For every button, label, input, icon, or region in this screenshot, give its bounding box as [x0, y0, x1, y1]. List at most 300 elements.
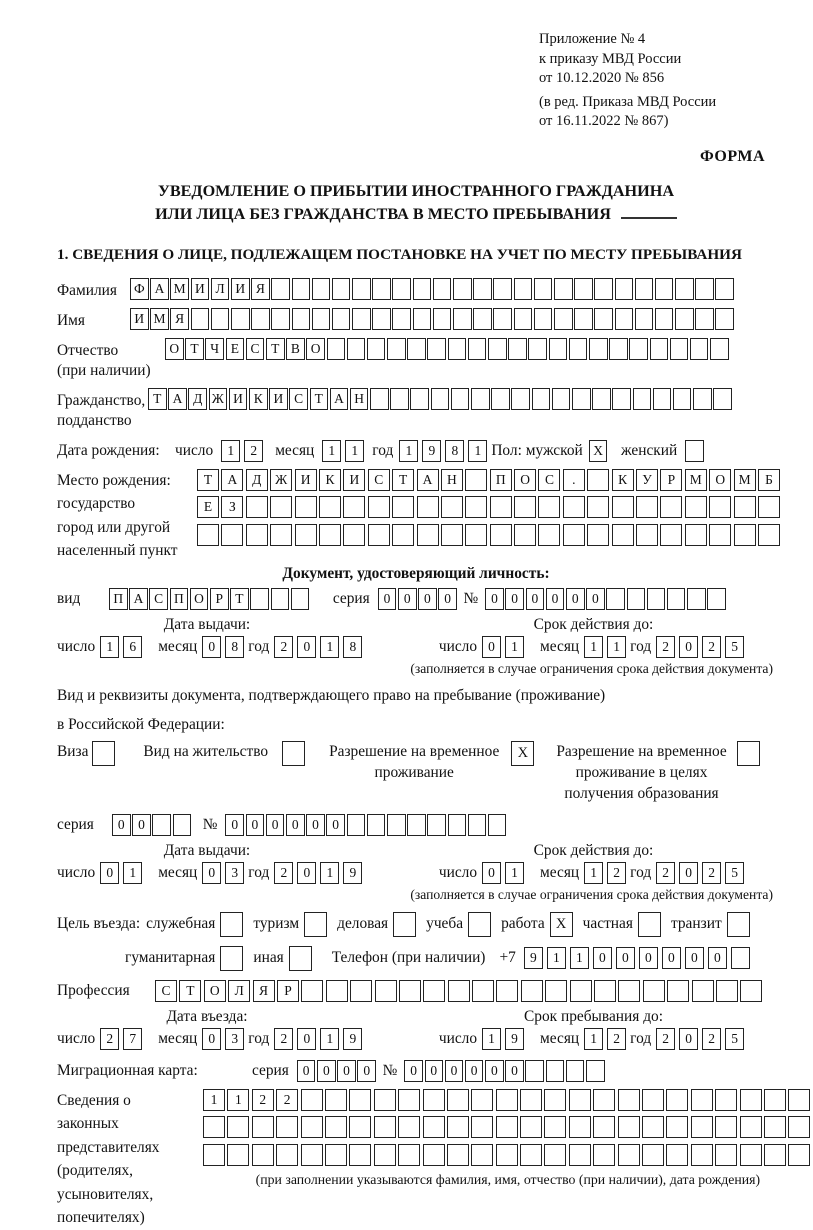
char-cell[interactable]: [660, 524, 682, 546]
char-cell[interactable]: [350, 980, 372, 1002]
char-cell[interactable]: [295, 524, 317, 546]
char-cell[interactable]: [471, 1116, 493, 1138]
char-cell[interactable]: [203, 1116, 225, 1138]
char-cell[interactable]: [472, 980, 494, 1002]
char-cell[interactable]: [566, 1060, 585, 1082]
char-cell[interactable]: [343, 524, 365, 546]
char-cell[interactable]: 0: [482, 862, 501, 884]
char-cell[interactable]: О: [165, 338, 184, 360]
char-cell[interactable]: О: [204, 980, 226, 1002]
char-cell[interactable]: Т: [230, 588, 249, 610]
char-cell[interactable]: [538, 496, 560, 518]
char-cell[interactable]: [653, 388, 672, 410]
char-cell[interactable]: [554, 278, 573, 300]
char-cell[interactable]: Д: [246, 469, 268, 491]
char-cell[interactable]: А: [129, 588, 148, 610]
char-cell[interactable]: [594, 278, 613, 300]
char-cell[interactable]: Т: [197, 469, 219, 491]
char-cell[interactable]: К: [319, 469, 341, 491]
char-cell[interactable]: [618, 1144, 640, 1166]
char-cell[interactable]: А: [330, 388, 349, 410]
study-checkbox[interactable]: [468, 912, 491, 937]
char-cell[interactable]: [695, 308, 714, 330]
char-cell[interactable]: Р: [210, 588, 229, 610]
char-cell[interactable]: [731, 947, 750, 969]
char-cell[interactable]: Е: [226, 338, 245, 360]
char-cell[interactable]: [447, 1116, 469, 1138]
char-cell[interactable]: [687, 588, 706, 610]
char-cell[interactable]: [587, 524, 609, 546]
char-cell[interactable]: [252, 1116, 274, 1138]
char-cell[interactable]: О: [514, 469, 536, 491]
char-cell[interactable]: М: [734, 469, 756, 491]
char-cell[interactable]: [627, 588, 646, 610]
char-cell[interactable]: 0: [425, 1060, 444, 1082]
char-cell[interactable]: [347, 338, 366, 360]
char-cell[interactable]: [468, 338, 487, 360]
char-cell[interactable]: 0: [418, 588, 437, 610]
char-cell[interactable]: [368, 524, 390, 546]
char-cell[interactable]: [491, 388, 510, 410]
char-cell[interactable]: 0: [297, 862, 316, 884]
char-cell[interactable]: [511, 388, 530, 410]
char-cell[interactable]: [465, 524, 487, 546]
char-cell[interactable]: Т: [266, 338, 285, 360]
char-cell[interactable]: 9: [422, 440, 441, 462]
char-cell[interactable]: [325, 1144, 347, 1166]
char-cell[interactable]: [368, 496, 390, 518]
char-cell[interactable]: [740, 1144, 762, 1166]
char-cell[interactable]: [451, 388, 470, 410]
char-cell[interactable]: 8: [343, 636, 362, 658]
char-cell[interactable]: З: [221, 496, 243, 518]
char-cell[interactable]: 3: [225, 1028, 244, 1050]
char-cell[interactable]: [301, 1144, 323, 1166]
char-cell[interactable]: [292, 308, 311, 330]
char-cell[interactable]: [387, 338, 406, 360]
char-cell[interactable]: 2: [244, 440, 263, 462]
char-cell[interactable]: 1: [584, 862, 603, 884]
char-cell[interactable]: [374, 1144, 396, 1166]
char-cell[interactable]: .: [563, 469, 585, 491]
char-cell[interactable]: [514, 308, 533, 330]
char-cell[interactable]: [191, 308, 210, 330]
char-cell[interactable]: [673, 388, 692, 410]
char-cell[interactable]: [693, 388, 712, 410]
char-cell[interactable]: [490, 524, 512, 546]
char-cell[interactable]: [569, 1116, 591, 1138]
char-cell[interactable]: [319, 496, 341, 518]
char-cell[interactable]: 2: [702, 1028, 721, 1050]
char-cell[interactable]: [496, 1116, 518, 1138]
char-cell[interactable]: [587, 469, 609, 491]
char-cell[interactable]: [675, 278, 694, 300]
char-cell[interactable]: [423, 980, 445, 1002]
char-cell[interactable]: [246, 524, 268, 546]
char-cell[interactable]: [615, 308, 634, 330]
char-cell[interactable]: [417, 524, 439, 546]
char-cell[interactable]: [635, 308, 654, 330]
char-cell[interactable]: 0: [297, 636, 316, 658]
char-cell[interactable]: П: [109, 588, 128, 610]
char-cell[interactable]: К: [249, 388, 268, 410]
char-cell[interactable]: 0: [438, 588, 457, 610]
char-cell[interactable]: [788, 1144, 810, 1166]
char-cell[interactable]: [635, 278, 654, 300]
char-cell[interactable]: [594, 308, 613, 330]
char-cell[interactable]: Н: [350, 388, 369, 410]
char-cell[interactable]: [569, 1089, 591, 1111]
char-cell[interactable]: [618, 1089, 640, 1111]
char-cell[interactable]: 5: [725, 862, 744, 884]
char-cell[interactable]: [514, 496, 536, 518]
char-cell[interactable]: [593, 1116, 615, 1138]
char-cell[interactable]: М: [685, 469, 707, 491]
char-cell[interactable]: 1: [203, 1089, 225, 1111]
char-cell[interactable]: [642, 1116, 664, 1138]
char-cell[interactable]: 0: [593, 947, 612, 969]
work-checkbox[interactable]: X: [550, 912, 573, 937]
char-cell[interactable]: 2: [656, 636, 675, 658]
char-cell[interactable]: 0: [546, 588, 565, 610]
char-cell[interactable]: [544, 1144, 566, 1166]
char-cell[interactable]: [691, 1089, 713, 1111]
char-cell[interactable]: Т: [148, 388, 167, 410]
char-cell[interactable]: [532, 388, 551, 410]
char-cell[interactable]: Я: [251, 278, 270, 300]
char-cell[interactable]: [496, 1144, 518, 1166]
char-cell[interactable]: [312, 278, 331, 300]
char-cell[interactable]: [433, 278, 452, 300]
char-cell[interactable]: [586, 1060, 605, 1082]
char-cell[interactable]: М: [150, 308, 169, 330]
char-cell[interactable]: 0: [132, 814, 151, 836]
char-cell[interactable]: [642, 1089, 664, 1111]
char-cell[interactable]: [398, 1116, 420, 1138]
humanitarian-checkbox[interactable]: [220, 946, 243, 971]
char-cell[interactable]: [490, 496, 512, 518]
char-cell[interactable]: [374, 1089, 396, 1111]
char-cell[interactable]: А: [168, 388, 187, 410]
char-cell[interactable]: 9: [505, 1028, 524, 1050]
char-cell[interactable]: [488, 814, 507, 836]
char-cell[interactable]: И: [269, 388, 288, 410]
char-cell[interactable]: 9: [524, 947, 543, 969]
char-cell[interactable]: И: [231, 278, 250, 300]
char-cell[interactable]: [211, 308, 230, 330]
char-cell[interactable]: [387, 814, 406, 836]
char-cell[interactable]: [715, 308, 734, 330]
char-cell[interactable]: [593, 1144, 615, 1166]
char-cell[interactable]: И: [295, 469, 317, 491]
char-cell[interactable]: [636, 496, 658, 518]
char-cell[interactable]: [347, 814, 366, 836]
char-cell[interactable]: 0: [357, 1060, 376, 1082]
char-cell[interactable]: [514, 524, 536, 546]
char-cell[interactable]: [352, 278, 371, 300]
char-cell[interactable]: [685, 440, 704, 462]
char-cell[interactable]: 0: [679, 862, 698, 884]
char-cell[interactable]: [685, 524, 707, 546]
char-cell[interactable]: [471, 388, 490, 410]
char-cell[interactable]: [554, 308, 573, 330]
char-cell[interactable]: У: [636, 469, 658, 491]
char-cell[interactable]: [574, 278, 593, 300]
char-cell[interactable]: [758, 524, 780, 546]
char-cell[interactable]: [398, 1089, 420, 1111]
visa-checkbox[interactable]: [92, 741, 115, 766]
char-cell[interactable]: Л: [211, 278, 230, 300]
char-cell[interactable]: [447, 1089, 469, 1111]
char-cell[interactable]: М: [170, 278, 189, 300]
char-cell[interactable]: [629, 338, 648, 360]
char-cell[interactable]: [271, 308, 290, 330]
char-cell[interactable]: И: [229, 388, 248, 410]
char-cell[interactable]: 2: [607, 1028, 626, 1050]
char-cell[interactable]: [441, 524, 463, 546]
char-cell[interactable]: X: [589, 440, 608, 462]
char-cell[interactable]: А: [221, 469, 243, 491]
char-cell[interactable]: 0: [679, 636, 698, 658]
char-cell[interactable]: 1: [547, 947, 566, 969]
char-cell[interactable]: С: [368, 469, 390, 491]
char-cell[interactable]: [647, 588, 666, 610]
char-cell[interactable]: 0: [306, 814, 325, 836]
char-cell[interactable]: [423, 1089, 445, 1111]
char-cell[interactable]: [549, 338, 568, 360]
char-cell[interactable]: [734, 496, 756, 518]
char-cell[interactable]: 0: [616, 947, 635, 969]
char-cell[interactable]: [252, 1144, 274, 1166]
char-cell[interactable]: [367, 814, 386, 836]
char-cell[interactable]: 1: [607, 636, 626, 658]
char-cell[interactable]: 1: [468, 440, 487, 462]
char-cell[interactable]: 1: [584, 1028, 603, 1050]
char-cell[interactable]: 0: [482, 636, 501, 658]
char-cell[interactable]: [392, 278, 411, 300]
char-cell[interactable]: 0: [685, 947, 704, 969]
char-cell[interactable]: [251, 308, 270, 330]
char-cell[interactable]: [667, 980, 689, 1002]
char-cell[interactable]: 0: [566, 588, 585, 610]
char-cell[interactable]: [592, 388, 611, 410]
char-cell[interactable]: Н: [441, 469, 463, 491]
char-cell[interactable]: [441, 496, 463, 518]
char-cell[interactable]: 0: [202, 862, 221, 884]
char-cell[interactable]: [707, 588, 726, 610]
char-cell[interactable]: [301, 1116, 323, 1138]
char-cell[interactable]: [327, 338, 346, 360]
char-cell[interactable]: [197, 524, 219, 546]
char-cell[interactable]: 1: [322, 440, 341, 462]
char-cell[interactable]: [423, 1116, 445, 1138]
char-cell[interactable]: Ч: [205, 338, 224, 360]
char-cell[interactable]: [221, 524, 243, 546]
char-cell[interactable]: [312, 308, 331, 330]
char-cell[interactable]: [471, 1089, 493, 1111]
char-cell[interactable]: 0: [202, 636, 221, 658]
transit-checkbox[interactable]: [727, 912, 750, 937]
char-cell[interactable]: Я: [253, 980, 275, 1002]
char-cell[interactable]: [612, 388, 631, 410]
char-cell[interactable]: 1: [584, 636, 603, 658]
char-cell[interactable]: 9: [343, 862, 362, 884]
char-cell[interactable]: [370, 388, 389, 410]
char-cell[interactable]: [520, 1144, 542, 1166]
char-cell[interactable]: [660, 496, 682, 518]
char-cell[interactable]: [587, 496, 609, 518]
char-cell[interactable]: [325, 1116, 347, 1138]
char-cell[interactable]: [570, 980, 592, 1002]
char-cell[interactable]: Т: [185, 338, 204, 360]
char-cell[interactable]: [709, 524, 731, 546]
char-cell[interactable]: [612, 496, 634, 518]
char-cell[interactable]: И: [130, 308, 149, 330]
char-cell[interactable]: [666, 1144, 688, 1166]
char-cell[interactable]: О: [190, 588, 209, 610]
char-cell[interactable]: [740, 1089, 762, 1111]
char-cell[interactable]: Р: [660, 469, 682, 491]
char-cell[interactable]: [740, 980, 762, 1002]
char-cell[interactable]: 0: [297, 1060, 316, 1082]
char-cell[interactable]: [633, 388, 652, 410]
char-cell[interactable]: [563, 496, 585, 518]
char-cell[interactable]: Е: [197, 496, 219, 518]
char-cell[interactable]: [465, 496, 487, 518]
char-cell[interactable]: [520, 1116, 542, 1138]
char-cell[interactable]: [715, 278, 734, 300]
char-cell[interactable]: [392, 308, 411, 330]
char-cell[interactable]: [734, 524, 756, 546]
char-cell[interactable]: 2: [607, 862, 626, 884]
char-cell[interactable]: 2: [702, 862, 721, 884]
char-cell[interactable]: [593, 1089, 615, 1111]
char-cell[interactable]: [367, 338, 386, 360]
char-cell[interactable]: 2: [252, 1089, 274, 1111]
char-cell[interactable]: С: [155, 980, 177, 1002]
char-cell[interactable]: [427, 814, 446, 836]
char-cell[interactable]: 1: [100, 636, 119, 658]
char-cell[interactable]: 9: [343, 1028, 362, 1050]
char-cell[interactable]: [618, 980, 640, 1002]
char-cell[interactable]: [410, 388, 429, 410]
char-cell[interactable]: [709, 496, 731, 518]
char-cell[interactable]: 8: [225, 636, 244, 658]
char-cell[interactable]: 0: [246, 814, 265, 836]
char-cell[interactable]: [319, 524, 341, 546]
char-cell[interactable]: [301, 1089, 323, 1111]
char-cell[interactable]: [270, 524, 292, 546]
char-cell[interactable]: [375, 980, 397, 1002]
char-cell[interactable]: [569, 1144, 591, 1166]
char-cell[interactable]: [427, 338, 446, 360]
char-cell[interactable]: С: [289, 388, 308, 410]
char-cell[interactable]: [271, 278, 290, 300]
char-cell[interactable]: 0: [337, 1060, 356, 1082]
char-cell[interactable]: [534, 308, 553, 330]
char-cell[interactable]: 0: [266, 814, 285, 836]
char-cell[interactable]: [514, 278, 533, 300]
business-checkbox[interactable]: [393, 912, 416, 937]
char-cell[interactable]: [407, 814, 426, 836]
char-cell[interactable]: [642, 1144, 664, 1166]
char-cell[interactable]: [392, 524, 414, 546]
char-cell[interactable]: [276, 1116, 298, 1138]
temp-permit-checkbox[interactable]: X: [511, 741, 534, 766]
char-cell[interactable]: 5: [725, 1028, 744, 1050]
char-cell[interactable]: 0: [485, 1060, 504, 1082]
char-cell[interactable]: [764, 1089, 786, 1111]
char-cell[interactable]: [670, 338, 689, 360]
char-cell[interactable]: 2: [656, 1028, 675, 1050]
char-cell[interactable]: [173, 814, 192, 836]
char-cell[interactable]: [589, 338, 608, 360]
char-cell[interactable]: 0: [708, 947, 727, 969]
char-cell[interactable]: [493, 278, 512, 300]
char-cell[interactable]: 1: [123, 862, 142, 884]
char-cell[interactable]: 0: [286, 814, 305, 836]
char-cell[interactable]: [740, 1116, 762, 1138]
char-cell[interactable]: [448, 338, 467, 360]
char-cell[interactable]: [399, 980, 421, 1002]
char-cell[interactable]: 0: [465, 1060, 484, 1082]
char-cell[interactable]: [545, 980, 567, 1002]
char-cell[interactable]: [423, 1144, 445, 1166]
char-cell[interactable]: [326, 980, 348, 1002]
char-cell[interactable]: [692, 980, 714, 1002]
char-cell[interactable]: [544, 1116, 566, 1138]
char-cell[interactable]: 0: [526, 588, 545, 610]
char-cell[interactable]: Ж: [270, 469, 292, 491]
char-cell[interactable]: С: [538, 469, 560, 491]
char-cell[interactable]: [488, 338, 507, 360]
char-cell[interactable]: [227, 1116, 249, 1138]
char-cell[interactable]: 0: [326, 814, 345, 836]
char-cell[interactable]: Ж: [209, 388, 228, 410]
char-cell[interactable]: [398, 1144, 420, 1166]
char-cell[interactable]: [448, 980, 470, 1002]
char-cell[interactable]: [574, 308, 593, 330]
char-cell[interactable]: 3: [225, 862, 244, 884]
char-cell[interactable]: [343, 496, 365, 518]
char-cell[interactable]: 0: [378, 588, 397, 610]
char-cell[interactable]: [250, 588, 269, 610]
official-checkbox[interactable]: [220, 912, 243, 937]
char-cell[interactable]: 1: [221, 440, 240, 462]
char-cell[interactable]: 0: [586, 588, 605, 610]
char-cell[interactable]: [433, 308, 452, 330]
char-cell[interactable]: 2: [656, 862, 675, 884]
char-cell[interactable]: 7: [123, 1028, 142, 1050]
char-cell[interactable]: [788, 1116, 810, 1138]
char-cell[interactable]: О: [306, 338, 325, 360]
char-cell[interactable]: 2: [100, 1028, 119, 1050]
char-cell[interactable]: 0: [445, 1060, 464, 1082]
char-cell[interactable]: [468, 814, 487, 836]
char-cell[interactable]: [572, 388, 591, 410]
char-cell[interactable]: [448, 814, 467, 836]
char-cell[interactable]: 2: [274, 862, 293, 884]
char-cell[interactable]: 1: [482, 1028, 501, 1050]
char-cell[interactable]: [453, 278, 472, 300]
char-cell[interactable]: 1: [505, 862, 524, 884]
char-cell[interactable]: [508, 338, 527, 360]
char-cell[interactable]: Т: [179, 980, 201, 1002]
char-cell[interactable]: 1: [320, 1028, 339, 1050]
char-cell[interactable]: [349, 1116, 371, 1138]
char-cell[interactable]: [528, 338, 547, 360]
char-cell[interactable]: [650, 338, 669, 360]
